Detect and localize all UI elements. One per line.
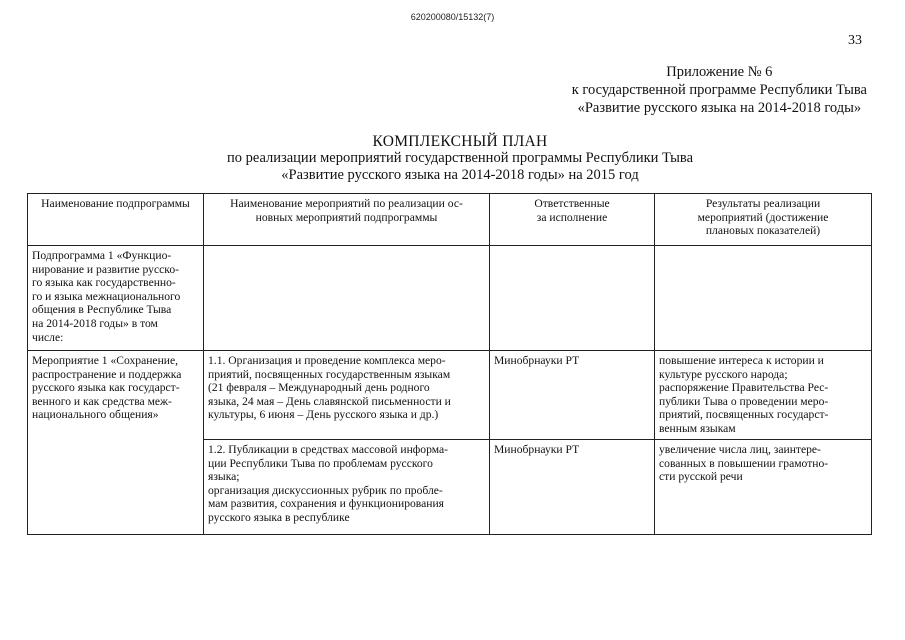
- page-number: 33: [848, 33, 862, 48]
- cell-text: на 2014-2018 годы» в том: [32, 316, 158, 330]
- cell-text: приятий, посвященных государственным языкам: [208, 367, 451, 381]
- cell-text: публики Тыва о проведении меро-: [659, 394, 829, 408]
- header-text: Наименование мероприятий по реализации ос-: [230, 197, 463, 210]
- empty-cell: [490, 246, 655, 351]
- cell-text: повышение интереса к истории и: [659, 354, 824, 367]
- cell-text: Подпрограмма 1 «Функцио-: [32, 249, 172, 262]
- header-text: Ответственные: [534, 197, 610, 210]
- cell-text: нирование и развитие русско-: [32, 262, 179, 276]
- cell-text: языка, 24 мая – День славянской письменности и: [208, 394, 451, 408]
- cell-text: венного и как средства меж-: [32, 394, 172, 408]
- document-id: 620200080/15132(7): [410, 12, 495, 22]
- table-row: [28, 246, 872, 351]
- cell-text: венным языкам: [659, 421, 736, 435]
- cell-text: организация дискуссионных рубрик по пробле-: [208, 483, 443, 497]
- cell-text: го языка как государственно-: [32, 276, 176, 290]
- cell-text: национального общения»: [32, 408, 159, 422]
- plan-table: [27, 193, 872, 535]
- cell-text: общения в Республике Тыва: [32, 303, 172, 317]
- appendix-number: Приложение № 6: [666, 64, 773, 80]
- header-text: Результаты реализации: [705, 197, 821, 210]
- cell-text: ции Республики Тыва по проблемам русского: [208, 456, 433, 470]
- cell-text: (21 февраля – Международный день родного: [208, 381, 430, 395]
- results-cell: [655, 440, 872, 535]
- cell-text: го и языка межнационального: [32, 289, 181, 303]
- header-activities: [204, 194, 490, 246]
- table-header-row: [28, 194, 872, 246]
- cell-text: мам развития, сохранения и функционирования: [208, 497, 445, 511]
- cell-text: русского языка в республике: [208, 510, 350, 524]
- header-text: за исполнение: [536, 210, 608, 224]
- header-text: мероприятий (достижение: [697, 210, 829, 224]
- plan-subtitle-2: «Развитие русского языка на 2014-2018 годы» на 2015 год: [281, 167, 639, 183]
- cell-text: распространение и поддержка: [32, 367, 182, 381]
- cell-text: языка;: [208, 470, 240, 484]
- cell-text: культуре русского народа;: [659, 367, 788, 381]
- cell-text: числе:: [32, 330, 64, 344]
- header-subprogram: [28, 194, 204, 246]
- header-text: новных мероприятий подпрограммы: [255, 210, 438, 224]
- cell-text: Минобрнауки РТ: [494, 354, 580, 367]
- results-cell: [655, 351, 872, 440]
- cell-text: 1.2. Публикации в средствах массовой информа-: [208, 443, 448, 456]
- empty-cell: [204, 246, 490, 351]
- table-row: [28, 351, 872, 440]
- cell-text: русского языка как государст-: [32, 381, 180, 395]
- subprogram-cell: [28, 246, 204, 351]
- appendix-header: [572, 63, 867, 117]
- plan-subtitle-1: по реализации мероприятий государственной программы Республики Тыва: [226, 150, 694, 166]
- empty-cell: [655, 246, 872, 351]
- header-text: Наименование подпрограммы: [41, 197, 190, 210]
- cell-text: культуры, 6 июня – День русского языка и др.): [208, 408, 439, 422]
- cell-text: приятий, посвященных государст-: [659, 408, 829, 422]
- header-responsible: [490, 194, 655, 246]
- measure-cell: [28, 351, 204, 535]
- cell-text: сти русской речи: [659, 470, 743, 484]
- cell-text: Минобрнауки РТ: [494, 443, 580, 456]
- cell-text: увеличение числа лиц, заинтере-: [659, 443, 821, 456]
- responsible-cell: [490, 351, 655, 440]
- activity-cell: [204, 351, 490, 440]
- plan-title-block: [150, 133, 770, 184]
- cell-text: 1.1. Организация и проведение комплекса меро-: [208, 354, 446, 367]
- header-text: плановых показателей): [705, 224, 821, 238]
- header-results: [655, 194, 872, 246]
- appendix-program: к государственной программе Республики Тыва: [571, 82, 867, 98]
- activity-cell: [204, 440, 490, 535]
- cell-text: Мероприятие 1 «Сохранение,: [32, 354, 179, 367]
- cell-text: распоряжение Правительства Рес-: [659, 381, 829, 395]
- plan-title: КОМПЛЕКСНЫЙ ПЛАН: [372, 133, 548, 150]
- responsible-cell: [490, 440, 655, 535]
- appendix-program-name: «Развитие русского языка на 2014-2018 годы»: [577, 100, 862, 116]
- cell-text: сованных в повышении грамотно-: [659, 456, 829, 470]
